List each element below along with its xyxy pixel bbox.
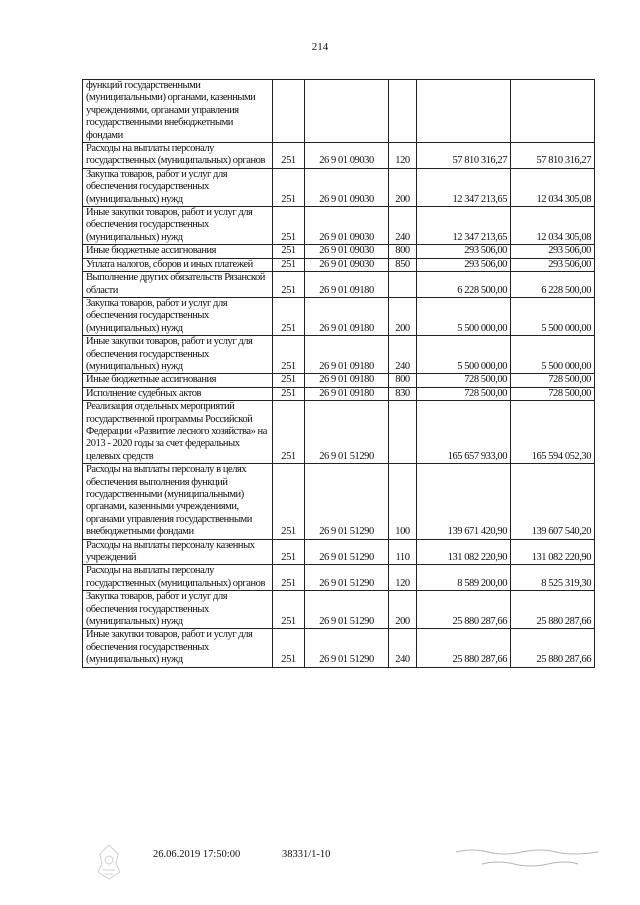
row-description: Реализация отдельных мероприятий государственной программы Российской Федерации «Развитие лесного хозяйства» на 2013 - 2020 годы за счет федеральных целевых средств	[83, 401, 273, 464]
row-amount-executed: 57 810 316,27	[511, 143, 595, 169]
row-target-article: 26 9 01 51290	[305, 629, 389, 667]
row-expense-type: 240	[389, 207, 417, 245]
table-row	[83, 374, 595, 387]
budget-table-body	[83, 80, 595, 668]
table-row	[83, 143, 595, 169]
row-expense-type: 830	[389, 387, 417, 400]
row-expense-type: 240	[389, 336, 417, 374]
table-row	[83, 387, 595, 400]
row-target-article: 26 9 01 51290	[305, 591, 389, 629]
table-row	[83, 539, 595, 565]
row-amount-planned: 293 506,00	[417, 245, 511, 258]
row-amount-executed: 293 506,00	[511, 245, 595, 258]
row-expense-type: 120	[389, 143, 417, 169]
row-description: Выполнение других обязательств Рязанской области	[83, 272, 273, 298]
row-amount-executed: 5 500 000,00	[511, 336, 595, 374]
row-expense-type: 110	[389, 539, 417, 565]
row-expense-type: 100	[389, 464, 417, 539]
row-grbs-code: 251	[273, 464, 305, 539]
scan-header-noise	[0, 0, 640, 8]
row-grbs-code: 251	[273, 245, 305, 258]
table-row	[83, 297, 595, 335]
table-row	[83, 207, 595, 245]
row-grbs-code: 251	[273, 297, 305, 335]
table-row	[83, 629, 595, 667]
row-grbs-code: 251	[273, 539, 305, 565]
row-expense-type	[389, 272, 417, 298]
row-amount-executed: 728 500,00	[511, 387, 595, 400]
row-amount-planned: 165 657 933,00	[417, 401, 511, 464]
row-amount-executed: 139 607 540,20	[511, 464, 595, 539]
row-target-article: 26 9 01 51290	[305, 401, 389, 464]
row-grbs-code: 251	[273, 591, 305, 629]
row-description: Исполнение судебных актов	[83, 387, 273, 400]
row-amount-planned	[417, 80, 511, 143]
row-amount-planned: 728 500,00	[417, 387, 511, 400]
row-description: Расходы на выплаты персоналу государственных (муниципальных) органов	[83, 143, 273, 169]
row-target-article: 26 9 01 09180	[305, 387, 389, 400]
row-target-article	[305, 80, 389, 143]
row-amount-planned: 12 347 213,65	[417, 207, 511, 245]
row-description: Расходы на выплаты персоналу в целях обеспечения выполнения функций государственными (муниципальными) органами, казенными учреждениями, органами управления государственными внебюджетными фондами	[83, 464, 273, 539]
row-amount-planned: 57 810 316,27	[417, 143, 511, 169]
row-amount-planned: 6 228 500,00	[417, 272, 511, 298]
row-grbs-code: 251	[273, 629, 305, 667]
row-description: Расходы на выплаты персоналу казенных учреждений	[83, 539, 273, 565]
row-grbs-code: 251	[273, 336, 305, 374]
row-description: Закупка товаров, работ и услуг для обеспечения государственных (муниципальных) нужд	[83, 168, 273, 206]
row-amount-executed	[511, 80, 595, 143]
table-row	[83, 80, 595, 143]
table-row	[83, 168, 595, 206]
row-amount-planned: 728 500,00	[417, 374, 511, 387]
row-grbs-code: 251	[273, 168, 305, 206]
row-amount-planned: 5 500 000,00	[417, 336, 511, 374]
row-amount-executed: 728 500,00	[511, 374, 595, 387]
row-amount-planned: 8 589 200,00	[417, 565, 511, 591]
row-amount-executed: 6 228 500,00	[511, 272, 595, 298]
row-description: Иные бюджетные ассигнования	[83, 374, 273, 387]
table-row	[83, 272, 595, 298]
row-amount-planned: 293 506,00	[417, 258, 511, 271]
row-description: Закупка товаров, работ и услуг для обеспечения государственных (муниципальных) нужд	[83, 297, 273, 335]
row-amount-executed: 8 525 319,30	[511, 565, 595, 591]
row-target-article: 26 9 01 09030	[305, 143, 389, 169]
row-expense-type: 120	[389, 565, 417, 591]
row-amount-executed: 165 594 052,30	[511, 401, 595, 464]
row-description: Расходы на выплаты персоналу государственных (муниципальных) органов	[83, 565, 273, 591]
row-description: Иные закупки товаров, работ и услуг для обеспечения государственных (муниципальных) нужд	[83, 207, 273, 245]
row-expense-type: 200	[389, 297, 417, 335]
row-description: Уплата налогов, сборов и иных платежей	[83, 258, 273, 271]
row-grbs-code: 251	[273, 272, 305, 298]
row-expense-type: 850	[389, 258, 417, 271]
row-target-article: 26 9 01 51290	[305, 539, 389, 565]
signature-watermark	[452, 846, 602, 875]
row-grbs-code: 251	[273, 143, 305, 169]
row-target-article: 26 9 01 09030	[305, 207, 389, 245]
row-target-article: 26 9 01 51290	[305, 464, 389, 539]
row-expense-type: 800	[389, 245, 417, 258]
table-row	[83, 258, 595, 271]
row-grbs-code: 251	[273, 387, 305, 400]
row-description: Иные закупки товаров, работ и услуг для обеспечения государственных (муниципальных) нужд	[83, 336, 273, 374]
table-row	[83, 245, 595, 258]
row-amount-executed: 293 506,00	[511, 258, 595, 271]
row-grbs-code: 251	[273, 374, 305, 387]
row-target-article: 26 9 01 09180	[305, 374, 389, 387]
row-grbs-code: 251	[273, 207, 305, 245]
row-description: Закупка товаров, работ и услуг для обеспечения государственных (муниципальных) нужд	[83, 591, 273, 629]
row-amount-executed: 25 880 287,66	[511, 629, 595, 667]
page-number: 214	[311, 41, 329, 53]
budget-table	[82, 79, 595, 668]
row-amount-planned: 131 082 220,90	[417, 539, 511, 565]
row-grbs-code: 251	[273, 401, 305, 464]
row-expense-type	[389, 80, 417, 143]
row-grbs-code	[273, 80, 305, 143]
row-target-article: 26 9 01 09180	[305, 336, 389, 374]
row-expense-type: 800	[389, 374, 417, 387]
row-target-article: 26 9 01 09030	[305, 258, 389, 271]
row-amount-executed: 12 034 305,08	[511, 168, 595, 206]
row-amount-executed: 12 034 305,08	[511, 207, 595, 245]
row-target-article: 26 9 01 51290	[305, 565, 389, 591]
row-description: Иные закупки товаров, работ и услуг для обеспечения государственных (муниципальных) нужд	[83, 629, 273, 667]
footer-doc-code: 38331/1-10	[282, 849, 331, 860]
row-grbs-code: 251	[273, 258, 305, 271]
row-target-article: 26 9 01 09180	[305, 272, 389, 298]
row-expense-type	[389, 401, 417, 464]
row-amount-planned: 5 500 000,00	[417, 297, 511, 335]
table-row	[83, 401, 595, 464]
row-expense-type: 200	[389, 168, 417, 206]
table-row	[83, 591, 595, 629]
row-amount-planned: 25 880 287,66	[417, 629, 511, 667]
table-row	[83, 565, 595, 591]
row-amount-executed: 5 500 000,00	[511, 297, 595, 335]
row-grbs-code: 251	[273, 565, 305, 591]
row-description: функций государственными (муниципальными) органами, казенными учреждениями, органами управления государственными внебюджетными фондами	[83, 80, 273, 143]
row-expense-type: 200	[389, 591, 417, 629]
row-amount-planned: 25 880 287,66	[417, 591, 511, 629]
row-target-article: 26 9 01 09030	[305, 168, 389, 206]
table-row	[83, 464, 595, 539]
emblem-stamp	[92, 842, 126, 882]
row-target-article: 26 9 01 09180	[305, 297, 389, 335]
row-amount-executed: 131 082 220,90	[511, 539, 595, 565]
row-amount-planned: 12 347 213,65	[417, 168, 511, 206]
row-target-article: 26 9 01 09030	[305, 245, 389, 258]
row-description: Иные бюджетные ассигнования	[83, 245, 273, 258]
row-amount-planned: 139 671 420,90	[417, 464, 511, 539]
row-expense-type: 240	[389, 629, 417, 667]
table-row	[83, 336, 595, 374]
row-amount-executed: 25 880 287,66	[511, 591, 595, 629]
footer-datetime: 26.06.2019 17:50:00	[153, 849, 241, 860]
